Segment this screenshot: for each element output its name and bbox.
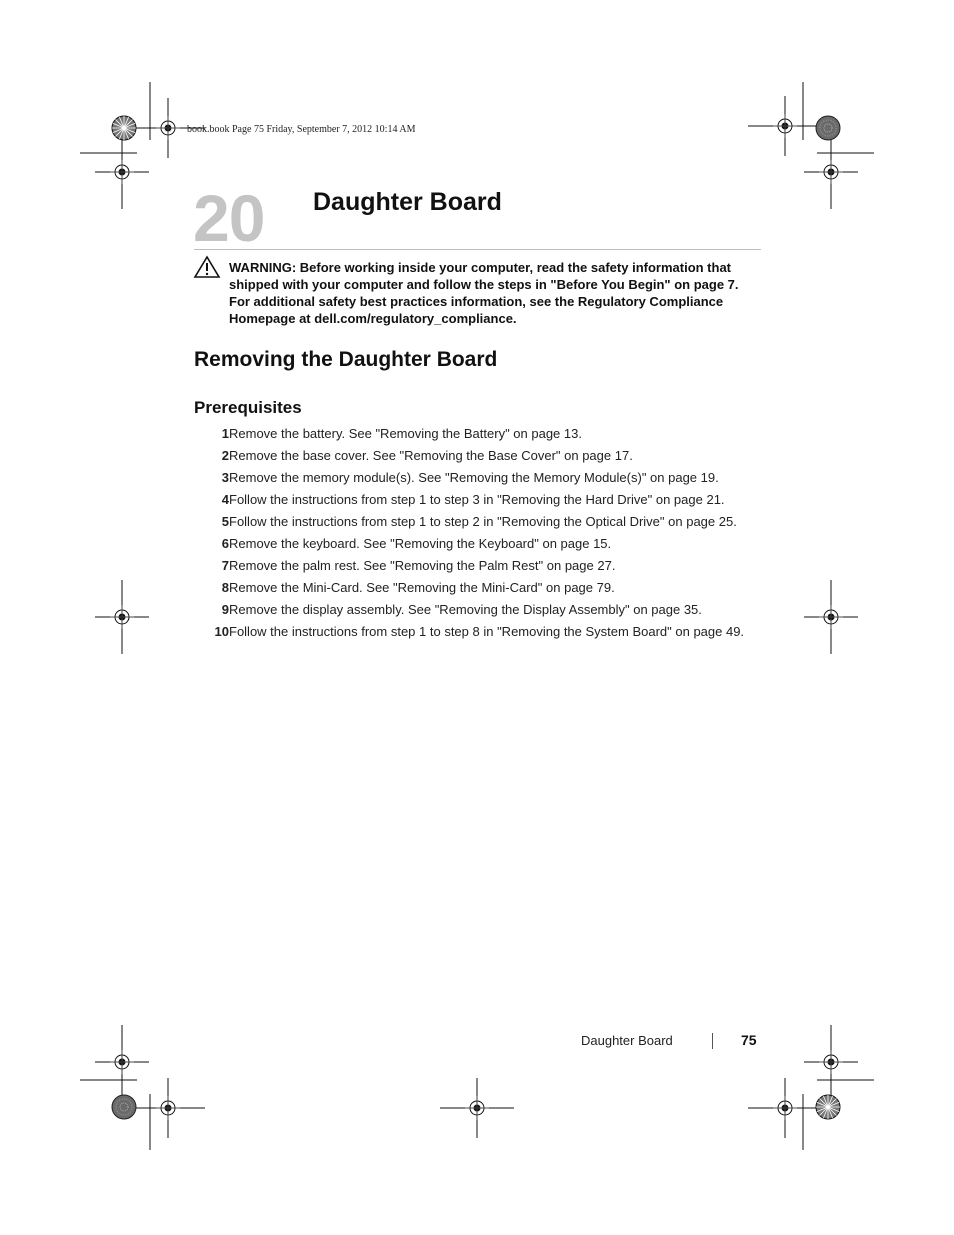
subsection-heading: Prerequisites [194, 398, 302, 417]
step-text: Remove the Mini-Card. See "Removing the Mini-Card" on page 79. [229, 580, 615, 595]
step-number: 9 [221, 602, 229, 617]
step-text: Follow the instructions from step 1 to step 3 in "Removing the Hard Drive" on page 21. [229, 492, 725, 507]
print-slug: book.book Page 75 Friday, September 7, 2012 10:14 AM [187, 124, 416, 135]
step-text: Remove the base cover. See "Removing the Base Cover" on page 17. [229, 448, 633, 463]
step-number: 1 [221, 426, 229, 441]
step-text: Follow the instructions from step 1 to step 2 in "Removing the Optical Drive" on page 25. [229, 514, 737, 529]
step-number: 10 [214, 624, 229, 639]
step-text: Remove the memory module(s). See "Removing the Memory Module(s)" on page 19. [229, 470, 719, 485]
page-number: 75 [741, 1032, 757, 1048]
step-text: Remove the palm rest. See "Removing the Palm Rest" on page 27. [229, 558, 616, 573]
step-text: Remove the keyboard. See "Removing the Keyboard" on page 15. [229, 536, 612, 551]
step-text: Remove the battery. See "Removing the Battery" on page 13. [229, 426, 582, 441]
step-text: Follow the instructions from step 1 to step 8 in "Removing the System Board" on page 49. [229, 624, 745, 639]
chapter-number: 20 [193, 181, 265, 255]
chapter-title: Daughter Board [313, 188, 502, 216]
footer-chapter-title: Daughter Board [581, 1033, 673, 1048]
step-number: 5 [221, 514, 229, 529]
step-number: 6 [221, 536, 229, 551]
step-number: 3 [221, 470, 229, 485]
step-text: Remove the display assembly. See "Removing the Display Assembly" on page 35. [229, 602, 702, 617]
warning-text: WARNING: Before working inside your computer, read the safety information that shipped with your computer and follow the steps in "Before You Begin" on page 7. For additional safety best practices information, see the Regulatory Compliance Homepage at dell.com/regulatory_compliance. [229, 260, 739, 326]
step-number: 8 [221, 580, 229, 595]
step-number: 4 [221, 492, 229, 507]
section-heading: Removing the Daughter Board [194, 348, 498, 371]
step-number: 2 [221, 448, 229, 463]
step-number: 7 [221, 558, 229, 573]
